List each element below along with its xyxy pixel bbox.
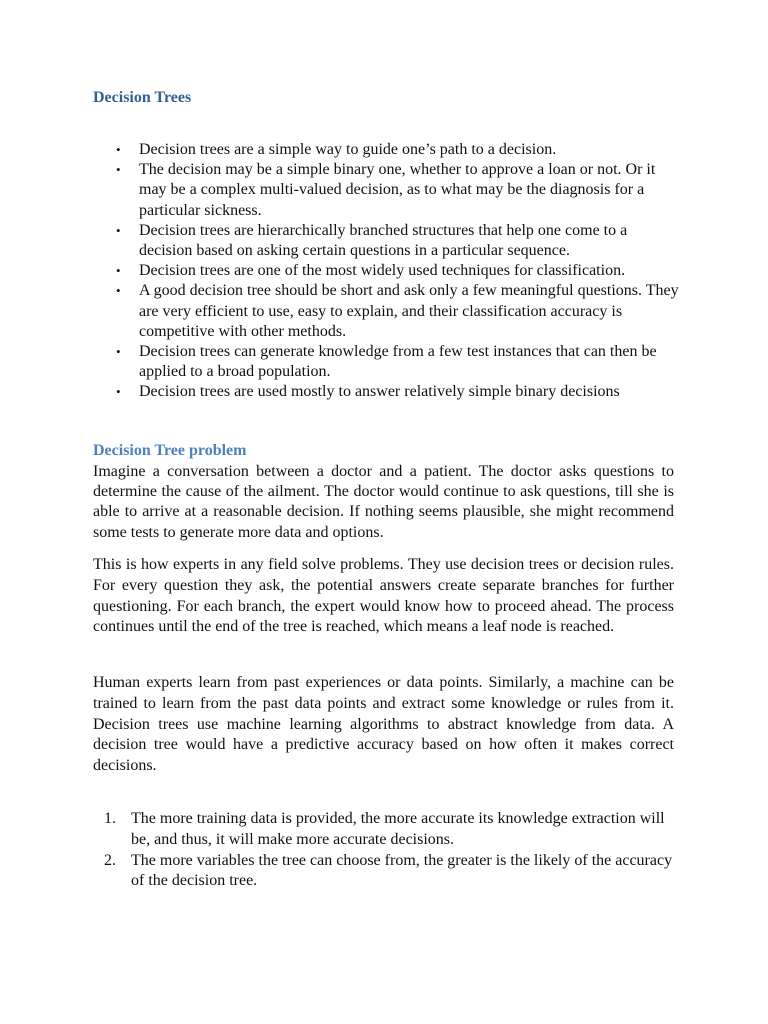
list-number: 1. bbox=[104, 810, 116, 827]
list-number: 2. bbox=[104, 851, 116, 869]
list-item bbox=[112, 261, 682, 281]
list-item-text: The decision may be a simple binary one, whether to approve a loan or not. Or it may be a complex multi-valued decision, as to what may be the diagnosis for a particular sickness. bbox=[139, 161, 656, 219]
list-item bbox=[112, 281, 682, 342]
page-title: Decision Trees bbox=[93, 89, 192, 106]
list-item bbox=[112, 140, 682, 160]
bullet-icon: • bbox=[116, 263, 121, 279]
bullet-icon: • bbox=[116, 283, 121, 299]
paragraph: This is how experts in any field solve problems. They use decision trees or decision rules. For every question they ask, the potential answers create separate branches for further questioning. For each branch, the expert would know how to proceed ahead. The process continues until the end of the tree is reached, which means a leaf node is reached. bbox=[93, 556, 674, 636]
paragraph: Imagine a conversation between a doctor and a patient. The doctor asks questions to determine the cause of the ailment. The doctor would continue to ask questions, till she is able to arrive at a reasonable decision. If nothing seems plausible, she might recommend some tests to generate more data and options. bbox=[93, 463, 674, 541]
bullet-icon: • bbox=[116, 142, 121, 157]
list-item bbox=[112, 221, 682, 261]
list-item-text: Decision trees are a simple way to guide one’s path to a decision. bbox=[139, 141, 557, 158]
bullet-icon: • bbox=[116, 222, 121, 238]
list-item bbox=[112, 382, 682, 402]
list-item-text: A good decision tree should be short and ask only a few meaningful questions. They are very efficient to use, easy to explain, and their classification accuracy is competitive with other methods. bbox=[139, 282, 679, 340]
bullet-icon: • bbox=[116, 162, 121, 178]
section-heading: Decision Tree problem bbox=[93, 442, 247, 459]
list-item bbox=[104, 809, 684, 851]
list-item bbox=[112, 160, 682, 221]
list-item-text: Decision trees are one of the most widely used techniques for classification. bbox=[139, 262, 626, 280]
bullet-icon: • bbox=[116, 344, 121, 360]
bullet-list bbox=[112, 140, 682, 403]
list-item bbox=[104, 851, 684, 893]
list-item-text: Decision trees can generate knowledge from a few test instances that can then be applied to a broad population. bbox=[139, 343, 657, 381]
list-item-text: The more variables the tree can choose from, the greater is the likely of the accuracy of the decision tree. bbox=[131, 851, 673, 890]
paragraph: Human experts learn from past experiences or data points. Similarly, a machine can be trained to learn from the past data points and extract some knowledge or rules from it. Decision trees use machine learning algorithms to abstract knowledge from data. A decision tree would have a predictive accuracy based on how often it makes correct decisions. bbox=[93, 674, 674, 775]
list-item-text: Decision trees are hierarchically branched structures that help one come to a decision based on asking certain questions in a particular sequence. bbox=[139, 221, 628, 260]
bullet-icon: • bbox=[116, 384, 121, 400]
list-item-text: The more training data is provided, the more accurate its knowledge extraction will be, and thus, it will make more accurate decisions. bbox=[131, 810, 665, 848]
list-item-text: Decision trees are used mostly to answer relatively simple binary decisions bbox=[139, 383, 620, 401]
numbered-list bbox=[104, 809, 684, 892]
list-item bbox=[112, 342, 682, 382]
